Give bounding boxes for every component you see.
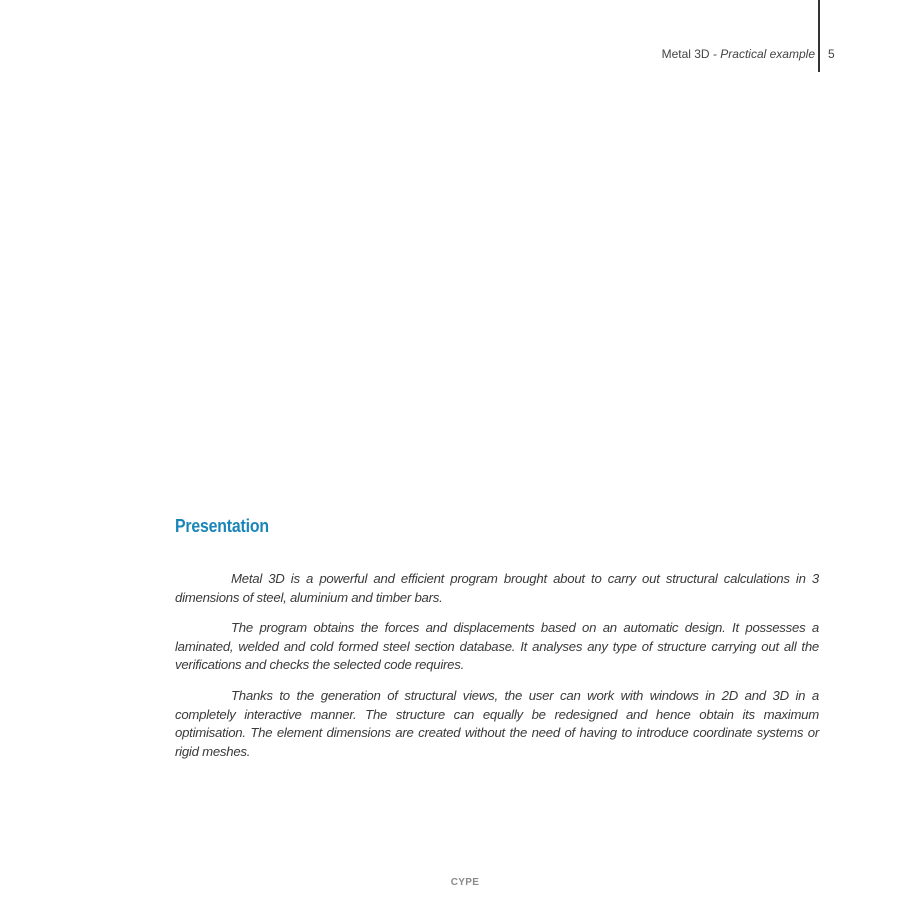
- paragraph: Thanks to the generation of structural views, the user can work with windows in 2D and 3D in a completely interactive manner. The structure can equally be redesigned and hence obtain its maximum optimisation. The element dimensions are created without the need of having to introduce coordinate systems or rigid meshes.: [175, 687, 819, 759]
- header-title: Metal 3D: [661, 47, 710, 61]
- paragraph: Metal 3D is a powerful and efficient program brought about to carry out structural calculations in 3 dimensions of steel, aluminium and timber bars.: [175, 571, 819, 605]
- section-body: [175, 570, 819, 773]
- running-header: [662, 46, 815, 62]
- header-subtitle: Practical example: [720, 47, 815, 61]
- header-divider: [818, 0, 820, 72]
- header-separator: -: [709, 47, 721, 61]
- footer-brand: CYPE: [450, 877, 480, 888]
- section-title: Presentation: [175, 516, 269, 536]
- paragraph: The program obtains the forces and displacements based on an automatic design. It possesses a laminated, welded and cold formed steel section database. It analyses any type of structure carrying out all the verifications and checks the selected code requires.: [175, 620, 819, 673]
- page-number: 5: [828, 47, 835, 61]
